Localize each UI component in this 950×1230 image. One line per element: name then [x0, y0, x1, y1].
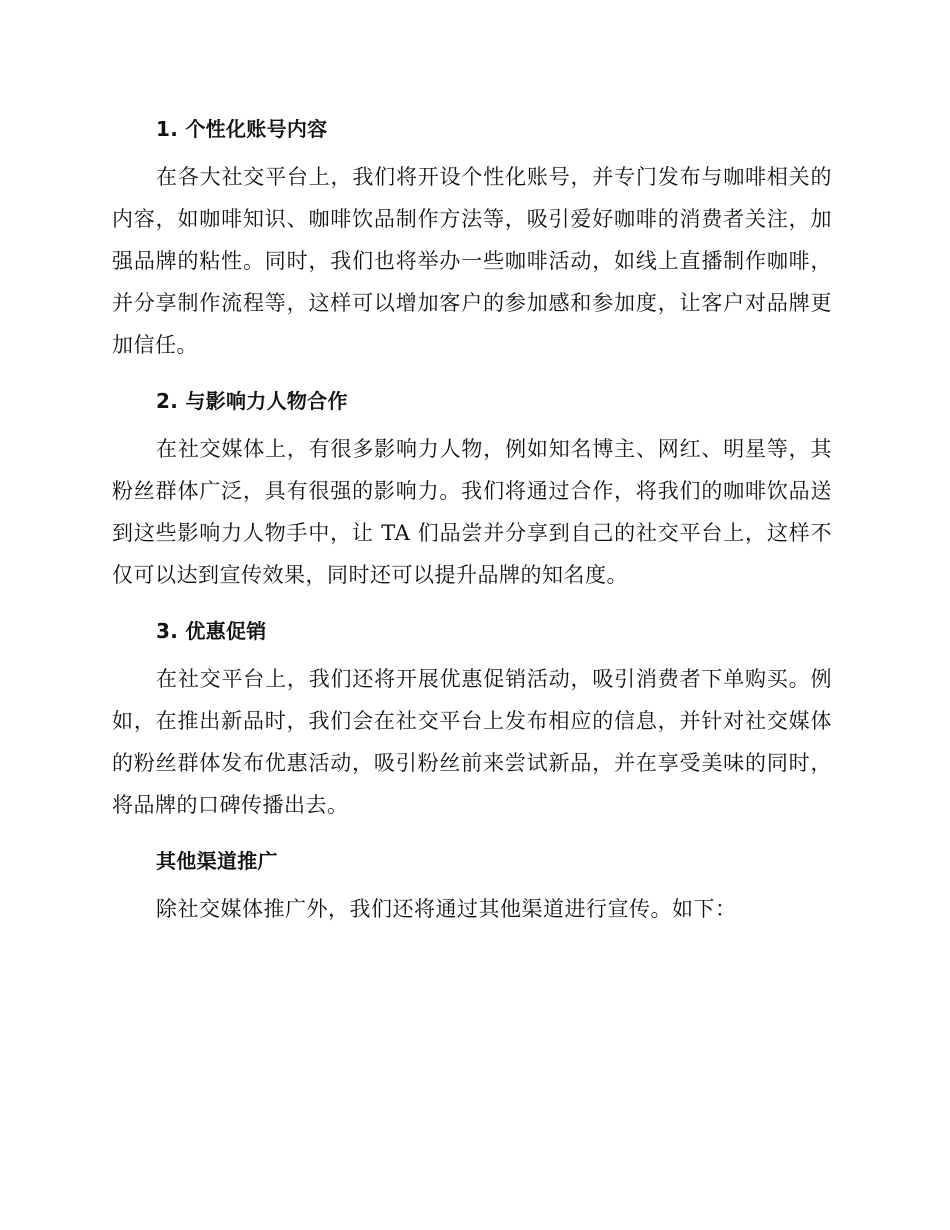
document-page — [112, 110, 832, 930]
section-heading-influencer-cooperation: 2. 与影响力人物合作 — [156, 389, 348, 413]
section-heading-personalized-account: 1. 个性化账号内容 — [156, 117, 328, 141]
section-body-influencer-cooperation: 在社交媒体上，有很多影响力人物，例如知名博主、网红、明星等，其粉丝群体广泛，具有很强的影响力。我们将通过合作，将我们的咖啡饮品送到这些影响力人物手中，让 TA 们品尝并分享到自己的社交平台上，这样不仅可以达到宣传效果，同时还可以提升品牌的知名度。 — [112, 437, 832, 587]
section-body-promotion: 在社交平台上，我们还将开展优惠促销活动，吸引消费者下单购买。例如，在推出新品时，我们会在社交平台上发布相应的信息，并针对社交媒体的粉丝群体发布优惠活动，吸引粉丝前来尝试新品，并在享受美味的同时，将品牌的口碑传播出去。 — [112, 667, 832, 817]
section-heading-other-channels: 其他渠道推广 — [156, 849, 278, 873]
section-heading-promotion: 3. 优惠促销 — [156, 619, 267, 643]
section-body-other-channels: 除社交媒体推广外，我们还将通过其他渠道进行宣传。如下： — [156, 897, 737, 921]
section-body-personalized-account: 在各大社交平台上，我们将开设个性化账号，并专门发布与咖啡相关的内容，如咖啡知识、咖啡饮品制作方法等，吸引爱好咖啡的消费者关注，加强品牌的粘性。同时，我们也将举办一些咖啡活动，如线上直播制作咖啡，并分享制作流程等，这样可以增加客户的参加感和参加度，让客户对品牌更加信任。 — [112, 165, 832, 357]
